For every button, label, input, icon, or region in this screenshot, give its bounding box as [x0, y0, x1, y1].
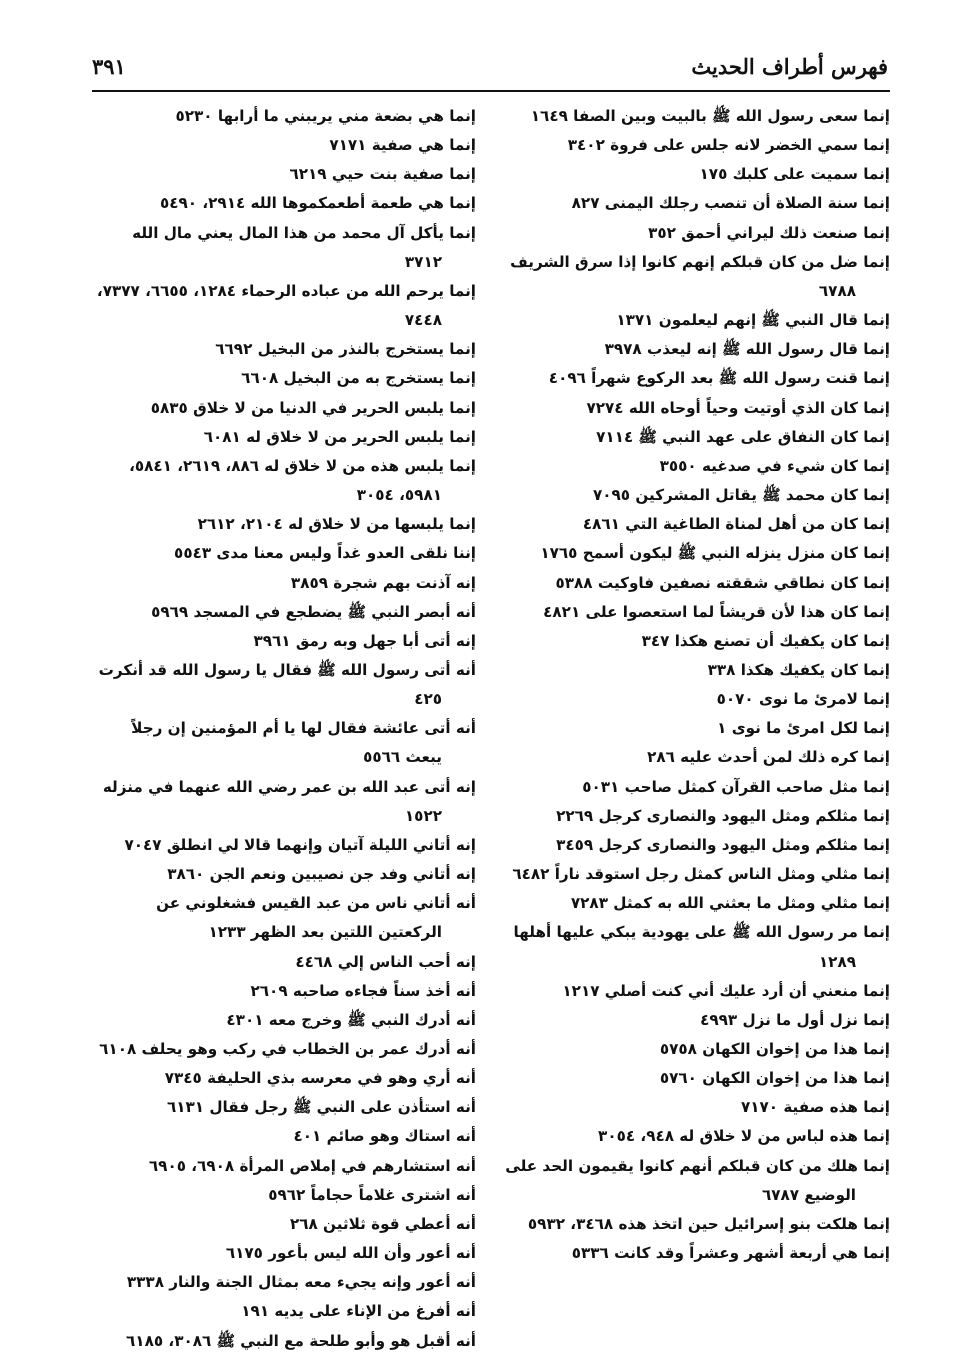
index-entry-text: إنما مثلي ومثل الناس كمثل رجل استوقد ناراً ٦٤٨٢: [512, 865, 890, 884]
index-entry: [500, 860, 890, 889]
page-header: [92, 48, 888, 88]
index-entry: [90, 131, 476, 160]
index-entry: [90, 1152, 476, 1181]
index-entry: [90, 773, 476, 831]
index-entry-text: أنه أعطي قوة ثلاثين ٢٦٨: [289, 1214, 476, 1233]
index-entry-text: إنما مثلي ومثل ما بعثني الله به كمثل ٧٢٨٣: [570, 894, 890, 913]
index-entry: [90, 1064, 476, 1093]
index-entry-text: إنما هلكت بنو إسرائيل حين اتخذ هذه ٣٤٦٨، ٥٩٣٢: [527, 1214, 890, 1233]
index-entry: [90, 948, 476, 977]
index-entry-text: إنما كان محمد ﷺ يقاتل المشركين ٧٠٩٥: [592, 486, 890, 505]
index-entry: [500, 1152, 890, 1210]
index-entry-text: أنه أبصر النبي ﷺ يضطجع في المسجد ٥٩٦٩: [151, 602, 476, 621]
index-entry: [90, 1297, 476, 1326]
index-entry: [90, 860, 476, 889]
index-entry: [90, 364, 476, 393]
index-entry: [90, 656, 476, 714]
index-entry-text: إنه أتى أبا جهل وبه رمق ٣٩٦١: [253, 631, 476, 650]
index-entry: [500, 1122, 890, 1151]
index-entry-text: إنما قنت رسول الله ﷺ بعد الركوع شهراً ٤٠٩٦: [548, 369, 890, 388]
index-entry-text: إنما صنعت ذلك ليراني أحمق ٣٥٢: [648, 223, 890, 242]
index-entry-text: إنما هي صفية ٧١٧١: [329, 136, 476, 155]
index-entry: [500, 656, 890, 685]
index-entry: [500, 802, 890, 831]
index-entry: [90, 831, 476, 860]
index-entry-text: أنه استشارهم في إملاص المرأة ٦٩٠٨، ٦٩٠٥: [148, 1156, 476, 1175]
index-entry-text: إنما سنة الصلاة أن تنصب رجلك اليمنى ٨٢٧: [571, 194, 890, 213]
index-entry: [500, 627, 890, 656]
index-entry: [90, 539, 476, 568]
index-entry: [90, 219, 476, 277]
index-entry: [90, 423, 476, 452]
index-entry-text: إنما مر رسول الله ﷺ على يهودية يبكي عليها أهلها ١٢٨٩: [513, 923, 890, 971]
index-entry-text: إنما كان شيء في صدغيه ٣٥٥٠: [659, 456, 890, 475]
index-entry-text: إنما مثلكم ومثل اليهود والنصارى كرجل ٣٤٥٩: [556, 835, 890, 854]
index-entry: [500, 1064, 890, 1093]
index-entry-text: أنه أخذ سناً فجاءه صاحبه ٢٦٠٩: [250, 981, 476, 1000]
index-entry-text: إنما كره ذلك لمن أحدث عليه ٢٨٦: [647, 748, 890, 767]
index-entry: [500, 977, 890, 1006]
index-entry-text: إنما لكل امرئ ما نوى ١: [717, 719, 890, 738]
index-entry-text: إنما هي طعمة أطعمكموها الله ٢٩١٤، ٥٤٩٠: [160, 194, 476, 213]
index-entry: [500, 423, 890, 452]
index-entry-text: إنما سمي الخضر لانه جلس على فروة ٣٤٠٢: [567, 136, 890, 155]
index-entry: [90, 1035, 476, 1064]
index-entry-text: إنما يلبس هذه من لا خلاق له ٨٨٦، ٢٦١٩، ٥٨٤١، ٥٩٨١، ٣٠٥٤: [129, 456, 476, 505]
index-entry-text: أنه أقبل هو وأبو طلحة مع النبي ﷺ ٣٠٨٦، ٦١٨٥: [126, 1331, 476, 1350]
index-entry-text: إنما هي بضعة مني يريبني ما أرابها ٥٢٣٠: [175, 107, 476, 125]
left-column: [90, 102, 476, 1356]
index-entry: [90, 1181, 476, 1210]
index-entry-text: أنه أفرغ من الإناء على يديه ١٩١: [241, 1302, 476, 1321]
index-entry: [500, 1210, 890, 1239]
index-entry-text: إنما كان النفاق على عهد النبي ﷺ ٧١١٤: [596, 427, 890, 446]
index-entry-text: إنما هذه صفية ٧١٧٠: [740, 1098, 890, 1117]
index-entry: [500, 743, 890, 772]
index-entry: [500, 364, 890, 393]
index-entry-text: أنه اشترى غلاماً حجاماً ٥٩٦٢: [268, 1185, 476, 1204]
index-entry: [90, 102, 476, 131]
index-entry-text: أنه أتى عائشة فقال لها يا أم المؤمنين إن رجلاً يبعث ٥٥٦٦: [131, 719, 476, 767]
index-entry-text: أنه أعور وإنه يجيء معه بمثال الجنة والنار ٣٣٣٨: [126, 1273, 476, 1292]
index-entry-text: أنه أري وهو في معرسه بذي الحليفة ٧٣٤٥: [164, 1069, 476, 1088]
index-entry-text: إنما منعني أن أرد عليك أني كنت أصلي ١٢١٧: [562, 981, 890, 1000]
index-entry: [500, 831, 890, 860]
index-entry-text: إنما يلبس الحرير في الدنيا من لا خلاق ٥٨٣٥: [150, 398, 476, 417]
index-entry-text: إنما كان يكفيك أن تصنع هكذا ٣٤٧: [641, 631, 890, 650]
index-entry-text: إنما يلبسها من لا خلاق له ٢١٠٤، ٢٦١٢: [197, 515, 476, 534]
index-entry: [90, 977, 476, 1006]
index-entry-text: إنما يستخرج بالنذر من البخيل ٦٦٩٢: [215, 340, 476, 359]
index-entry-text: أنه أتاني ناس من عبد القيس فشغلوني عن الركعتين اللتين بعد الظهر ١٢٣٣: [156, 894, 476, 942]
index-entry: [90, 1327, 476, 1356]
index-entry-text: إنما هذا من إخوان الكهان ٥٧٥٨: [659, 1040, 890, 1058]
index-entry-text: إنما سعى رسول الله ﷺ بالبيت وبين الصفا ١٦٤٩: [530, 107, 890, 125]
index-entry-text: إنه أتى عبد الله بن عمر رضي الله عنهما في منزله ١٥٢٢: [102, 777, 476, 825]
index-entry-text: إنما كان هذا لأن قريشاً لما استعصوا على ٤٨٢١: [543, 602, 890, 621]
index-entry-text: إنما كان منزل ينزله النبي ﷺ ليكون أسمح ١٧٦٥: [540, 544, 890, 563]
index-entry: [90, 189, 476, 218]
index-entry: [90, 714, 476, 772]
index-entry: [500, 306, 890, 335]
index-entry-text: إنما يرحم الله من عباده الرحماء ١٢٨٤، ٦٦٥٥، ٧٣٧٧، ٧٤٤٨: [96, 281, 476, 330]
index-entry: [500, 189, 890, 218]
index-entry: [500, 452, 890, 481]
index-entry-text: أنه استأذن على النبي ﷺ رجل فقال ٦١٣١: [167, 1098, 476, 1117]
index-entry: [500, 1035, 890, 1064]
index-entry-text: أنه أتى رسول الله ﷺ فقال يا رسول الله قد أنكرت ٤٢٥: [98, 660, 476, 709]
index-entry: [500, 539, 890, 568]
index-entry: [500, 160, 890, 189]
page-title: فهرس أطراف الحديث: [691, 54, 888, 79]
index-entry: [500, 1006, 890, 1035]
index-entry: [500, 773, 890, 802]
index-entry: [90, 277, 476, 335]
index-entry: [500, 889, 890, 918]
index-entry-text: إنما كان نطاقي شققته نصفين فاوكيت ٥٣٨٨: [555, 573, 890, 592]
index-entry: [500, 219, 890, 248]
index-entry-text: إننا نلقى العدو غداً وليس معنا مدى ٥٥٤٣: [174, 544, 476, 563]
index-entry: [500, 102, 890, 131]
index-entry: [500, 569, 890, 598]
page-number: ٣٩١: [92, 54, 126, 79]
index-entry: [500, 394, 890, 423]
index-entry-text: إنما كان الذي أوتيت وحياً أوحاه الله ٧٢٧٤: [586, 398, 890, 417]
index-entry-text: أنه استاك وهو صائم ٤٠١: [293, 1127, 476, 1146]
index-entry-text: إنما ضل من كان قبلكم إنهم كانوا إذا سرق الشريف ٦٧٨٨: [510, 252, 890, 300]
header-rule: [92, 90, 890, 92]
index-entry: [500, 481, 890, 510]
index-entry: [500, 335, 890, 364]
index-entry: [500, 131, 890, 160]
index-entry: [90, 1006, 476, 1035]
index-entry-text: إنما هلك من كان قبلكم أنهم كانوا يقيمون الحد على الوضيع ٦٧٨٧: [505, 1156, 890, 1204]
index-entry-text: إنما كان من أهل لمناة الطاغية التي ٤٨٦١: [582, 515, 890, 534]
index-entry: [90, 335, 476, 364]
index-entry: [500, 510, 890, 539]
index-entry-text: إنه أحب الناس إلي ٤٤٦٨: [295, 952, 476, 971]
index-entry-text: إنما لامرئ ما نوى ٥٠٧٠: [716, 690, 890, 709]
index-entry-text: إنه آذنت بهم شجرة ٣٨٥٩: [290, 573, 476, 592]
index-entry-text: إنه أتاني وفد جن نصيبين ونعم الجن ٣٨٦٠: [167, 865, 476, 884]
index-entry: [500, 248, 890, 306]
index-entry-text: إنما مثلكم ومثل اليهود والنصارى كرجل ٢٢٦٩: [556, 806, 890, 825]
index-entry-text: إنما هذه لباس من لا خلاق له ٩٤٨، ٣٠٥٤: [598, 1127, 890, 1146]
index-entry-text: أنه أعور وأن الله ليس بأعور ٦١٧٥: [225, 1244, 476, 1263]
right-column: [500, 102, 890, 1268]
index-entry-text: إنما مثل صاحب القرآن كمثل صاحب ٥٠٣١: [582, 777, 890, 796]
index-entry-text: إنما صفية بنت حيي ٦٢١٩: [289, 165, 476, 184]
index-entry: [90, 160, 476, 189]
index-entry-text: إنما يستخرج به من البخيل ٦٦٠٨: [241, 369, 476, 388]
index-entry-text: إنه أتاني الليلة آتيان وإنهما قالا لي انطلق ٧٠٤٧: [124, 835, 476, 854]
index-entry: [90, 569, 476, 598]
index-entry: [500, 598, 890, 627]
index-entry-text: إنما سميت على كلبك ١٧٥: [699, 165, 890, 184]
index-entry: [90, 627, 476, 656]
index-entry: [90, 598, 476, 627]
index-entry: [500, 685, 890, 714]
index-entry: [90, 1122, 476, 1151]
index-entry-text: إنما هي أربعة أشهر وعشراً وقد كانت ٥٣٣٦: [571, 1244, 890, 1263]
index-entry-text: إنما قال النبي ﷺ إنهم ليعلمون ١٣٧١: [616, 311, 890, 330]
index-entry-text: أنه أدرك عمر بن الخطاب في ركب وهو يحلف ٦١٠٨: [99, 1040, 476, 1058]
index-entry: [90, 1210, 476, 1239]
index-entry-text: إنما قال رسول الله ﷺ إنه ليعذب ٣٩٧٨: [604, 340, 890, 359]
index-entry: [500, 714, 890, 743]
index-entry-text: أنه أدرك النبي ﷺ وخرج معه ٤٣٠١: [226, 1010, 476, 1029]
index-entry: [500, 918, 890, 976]
index-entry: [90, 889, 476, 947]
index-entry: [90, 394, 476, 423]
index-entry-text: إنما يلبس الحرير من لا خلاق له ٦٠٨١: [203, 427, 476, 446]
index-entry: [500, 1239, 890, 1268]
index-entry-text: إنما هذا من إخوان الكهان ٥٧٦٠: [659, 1069, 890, 1088]
index-entry-text: إنما يأكل آل محمد من هذا المال يعني مال الله ٣٧١٢: [132, 223, 476, 271]
index-entry: [90, 1239, 476, 1268]
index-entry: [90, 510, 476, 539]
index-entry: [90, 1093, 476, 1122]
index-entry-text: إنما كان يكفيك هكذا ٣٣٨: [707, 660, 890, 679]
index-entry: [90, 452, 476, 510]
index-entry: [500, 1093, 890, 1122]
index-entry: [90, 1268, 476, 1297]
index-entry-text: إنما نزل أول ما نزل ٤٩٩٣: [700, 1010, 890, 1029]
